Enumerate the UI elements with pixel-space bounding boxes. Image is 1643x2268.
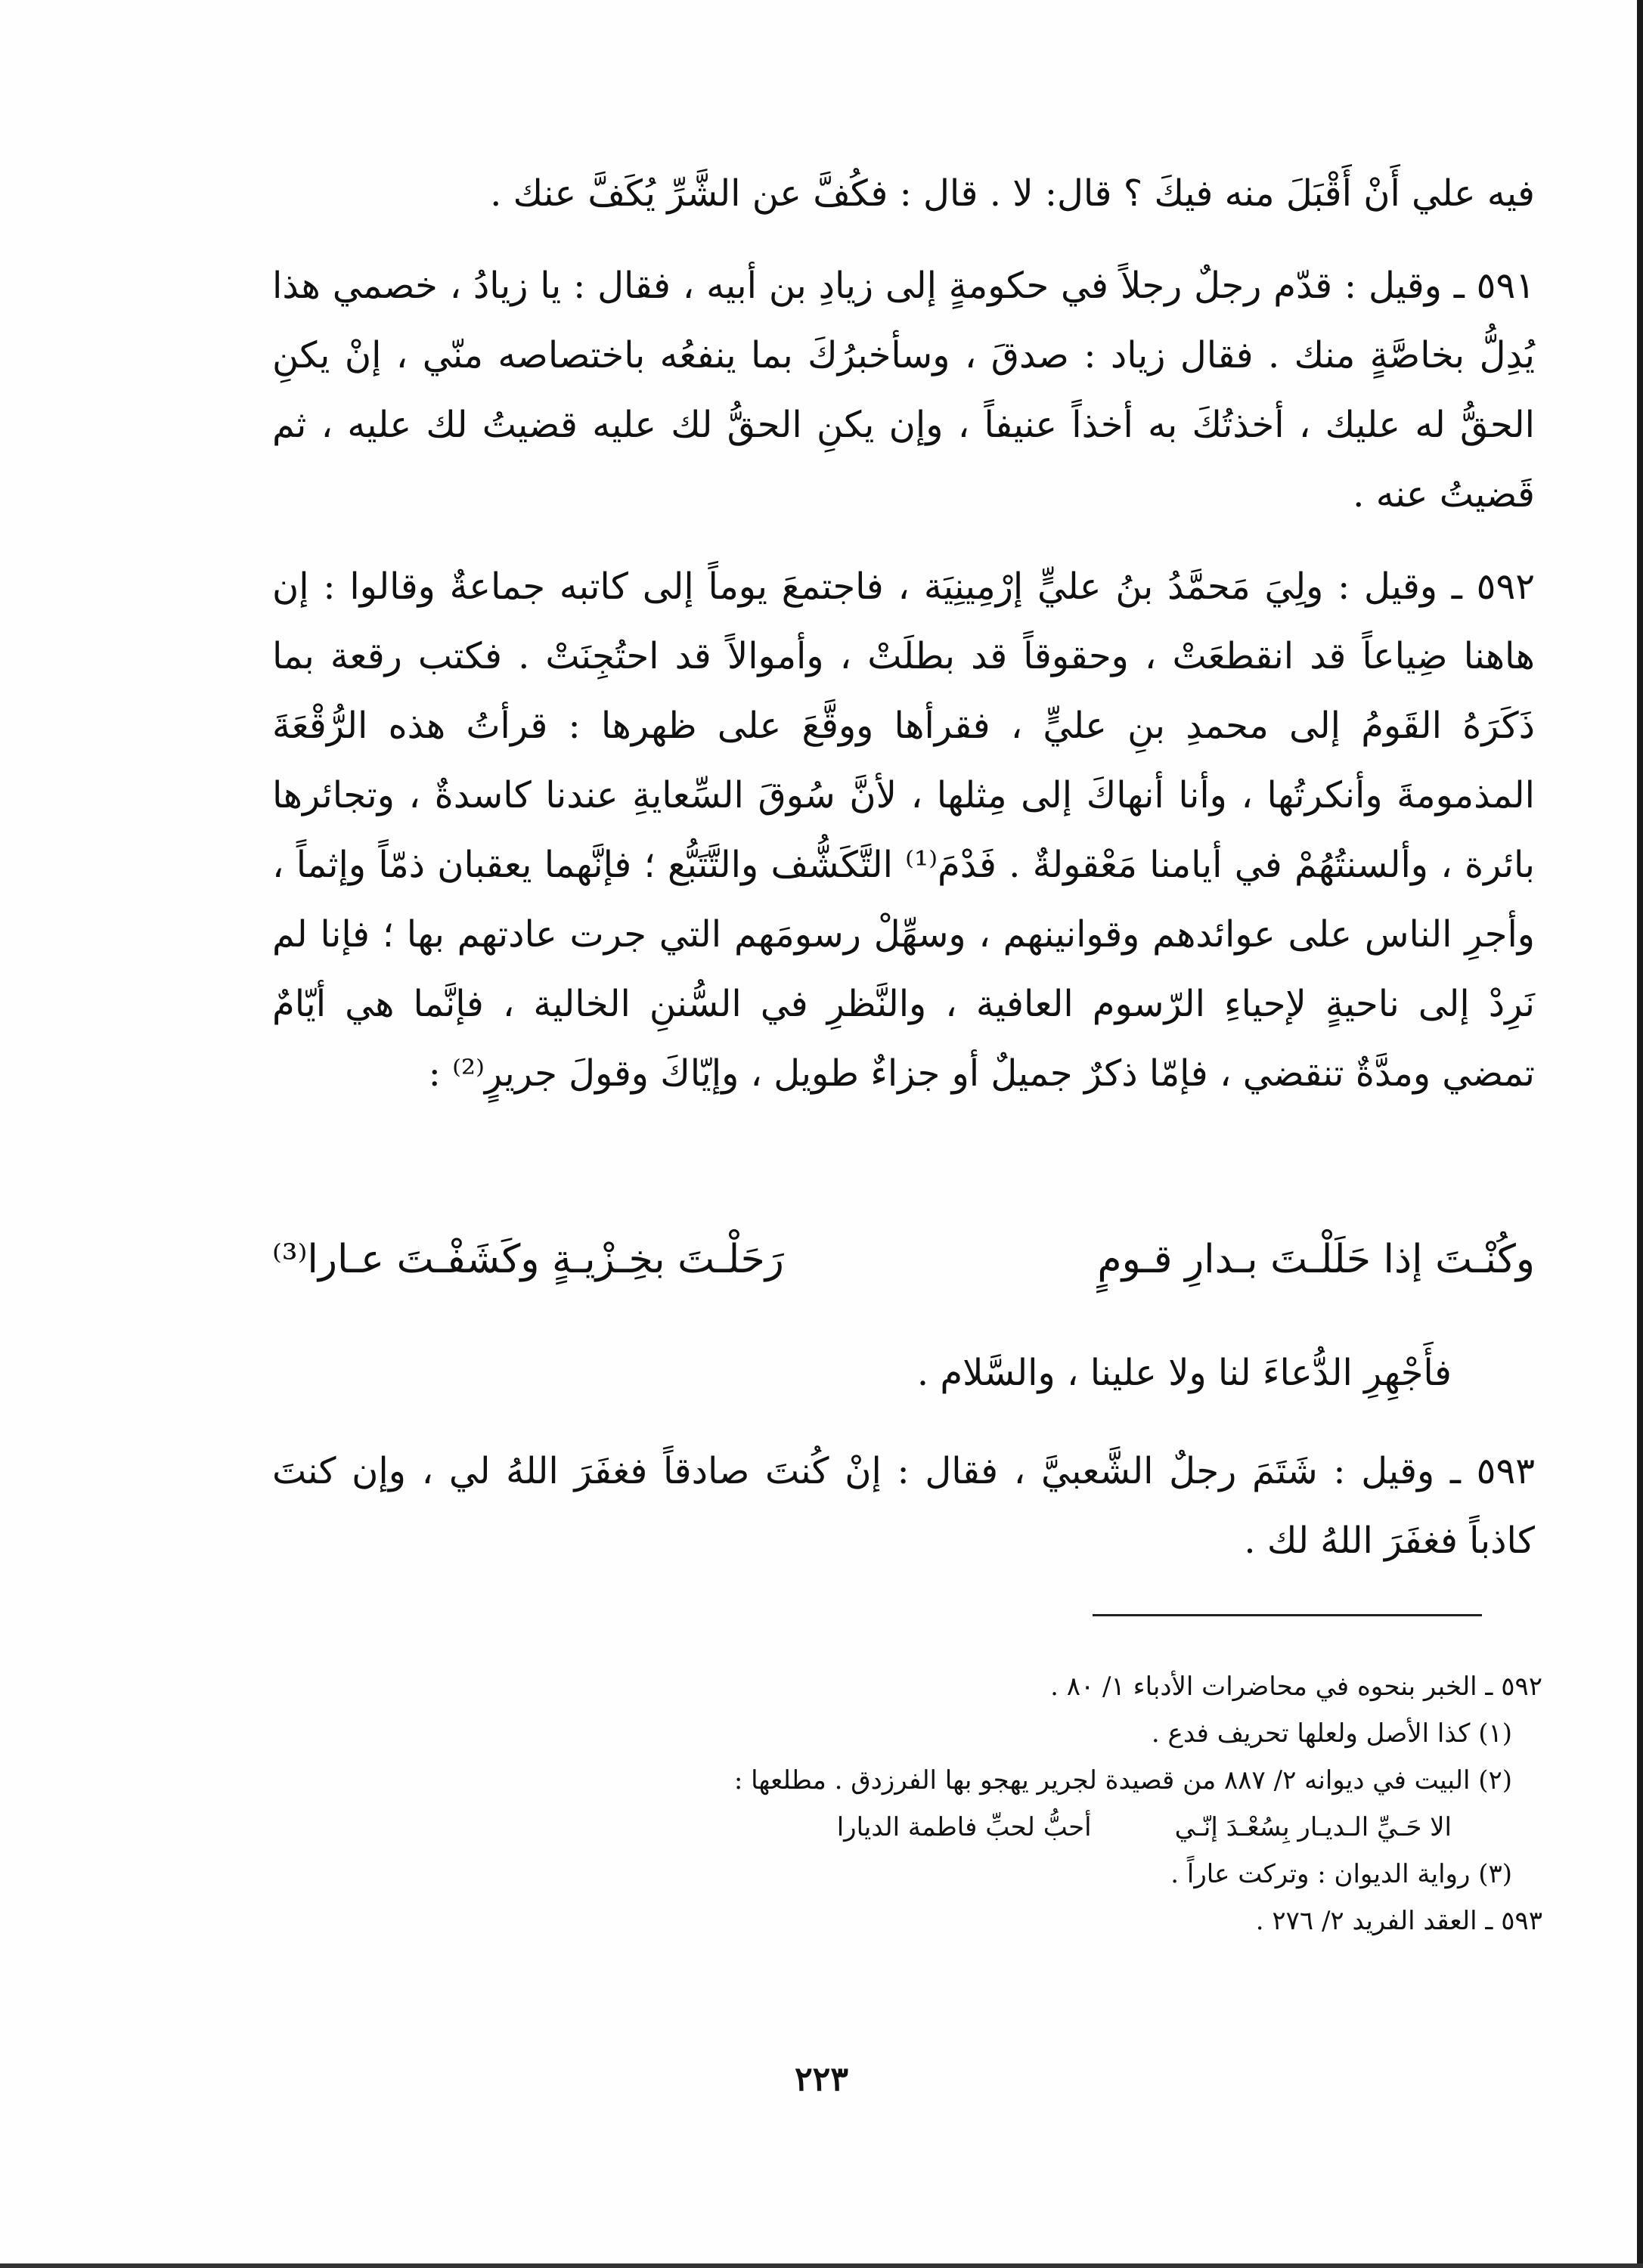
footnote-2: (٢) البيت في ديوانه ٢/ ٨٨٧ من قصيدة لجرير يهجو بها الفرزدق . مطلعها : — [733, 1765, 1512, 1796]
footnote-separator — [1093, 1614, 1482, 1616]
footnote-1: (١) كذا الأصل ولعلها تحريف فدع . — [1151, 1718, 1512, 1749]
footnote-verse-first: الا حَـيِّ الـديـار بِسُعْـدَ إنّـي — [1174, 1812, 1452, 1842]
scan-edge-bottom — [0, 2263, 1643, 2268]
verse-jarir — [272, 1225, 1535, 1294]
paragraph-591: ٥٩١ ـ وقيل : قدّم رجلٌ رجلاً في حكومةٍ إلى زيادِ بن أبيه ، فقال : يا زيادُ ، خصمي هذا يُدِلُّ بخاصَّةٍ منك . فقال زياد : صدقَ ، وسأخبرُكَ بما ينفعُه باختصاصه منّي ، إنْ يكنِ الحقُّ له عليك ، أخذتُكَ به أخذاً عنيفاً ، وإن يكنِ الحقُّ لك عليه قضيتُ لك عليه ، ثم قَضيتُ عنه . — [272, 265, 1536, 516]
footnote-593: ٥٩٣ ـ العقد الفريد ٢/ ٢٧٦ . — [1255, 1906, 1542, 1936]
footnote-2-verse — [363, 1804, 1542, 1851]
verse-first-hemistich: وكُنْـتَ إذا حَلَلْـتَ بـدارِ قـومٍ — [1097, 1237, 1535, 1282]
paragraph-continuation: فيه علي أَنْ أَقْبَلَ منه فيكَ ؟ قال: لا . قال : فكُفَّ عن الشَّرِّ يُكَفَّ عنك . — [490, 172, 1535, 215]
footnote-verse-second: أحبُّ لحبِّ فاطمة الديارا — [836, 1812, 1092, 1842]
main-text — [272, 159, 1535, 1131]
scan-edge-right — [1637, 0, 1643, 2268]
closing-line: فأَجْهِرِ الدُّعاءَ لنا ولا علينا ، والسَّلام . — [916, 1352, 1452, 1394]
verse-second-hemistich: رَحَلْـتَ بخِـزْيـةٍ وكَشَفْـتَ عـارا⁽³⁾ — [272, 1237, 784, 1282]
paragraph-593: ٥٩٣ ـ وقيل : شَتَمَ رجلٌ الشَّعبيَّ ، فقال : إنْ كُنتَ صادقاً فغفَرَ اللهُ لي ، وإن كنتَ كاذباً فغفَرَ اللهُ لك . — [272, 1450, 1535, 1562]
paragraph-592: ٥٩٢ ـ وقيل : ولِيَ مَحمَّدُ بنُ عليٍّ إرْمِينِيَة ، فاجتمعَ يوماً إلى كاتبه جماعةٌ وقالوا : إن هاهنا ضِياعاً قد انقطعَتْ ، وحقوقاً قد بطلَتْ ، وأموالاً قد احتُجِنَتْ . فكتب رقعة بما ذَكَرَهُ القَومُ إلى محمدِ بنِ عليٍّ ، فقرأها ووقَّعَ على ظهرها : قرأتُ هذه الرُّقْعَةَ المذمومةَ وأنكرتُها ، وأنا أنهاكَ إلى مِثلها ، لأنَّ سُوقَ السِّعايةِ عندنا كاسدةٌ ، وتجائرها بائرة ، وألسنتُهُمْ في أيامنا مَعْقولةٌ . فَدْمَ⁽¹⁾ التَّكَشُّف والتَّتَبُّع ؛ فإنَّهما يعقبان ذمّاً وإثماً ، وأجرِ الناس على عوائدهم وقوانينهم ، وسهِّلْ رسومَهم التي جرت عادتهم بها ؛ فإنا لم نَرِدْ إلى ناحيةٍ لإحياءِ الرّسوم العافية ، والنَّظرِ في السُّننِ الخالية ، فإنَّما هي أيّامٌ تمضي ومدَّةٌ تنقضي ، فإمّا ذكرٌ جميلٌ أو جزاءٌ طويل ، وإيّاكَ وقولَ جريرٍ⁽²⁾ : — [272, 565, 1536, 1095]
footnotes — [363, 1663, 1542, 1944]
footnote-592: ٥٩٢ ـ الخبر بنحوه في محاضرات الأدباء ١/ ٨٠ . — [1050, 1672, 1542, 1702]
page-number: ٢٢٣ — [795, 2060, 848, 2099]
footnote-3: (٣) رواية الديوان : وتركت عاراً . — [1170, 1859, 1512, 1889]
